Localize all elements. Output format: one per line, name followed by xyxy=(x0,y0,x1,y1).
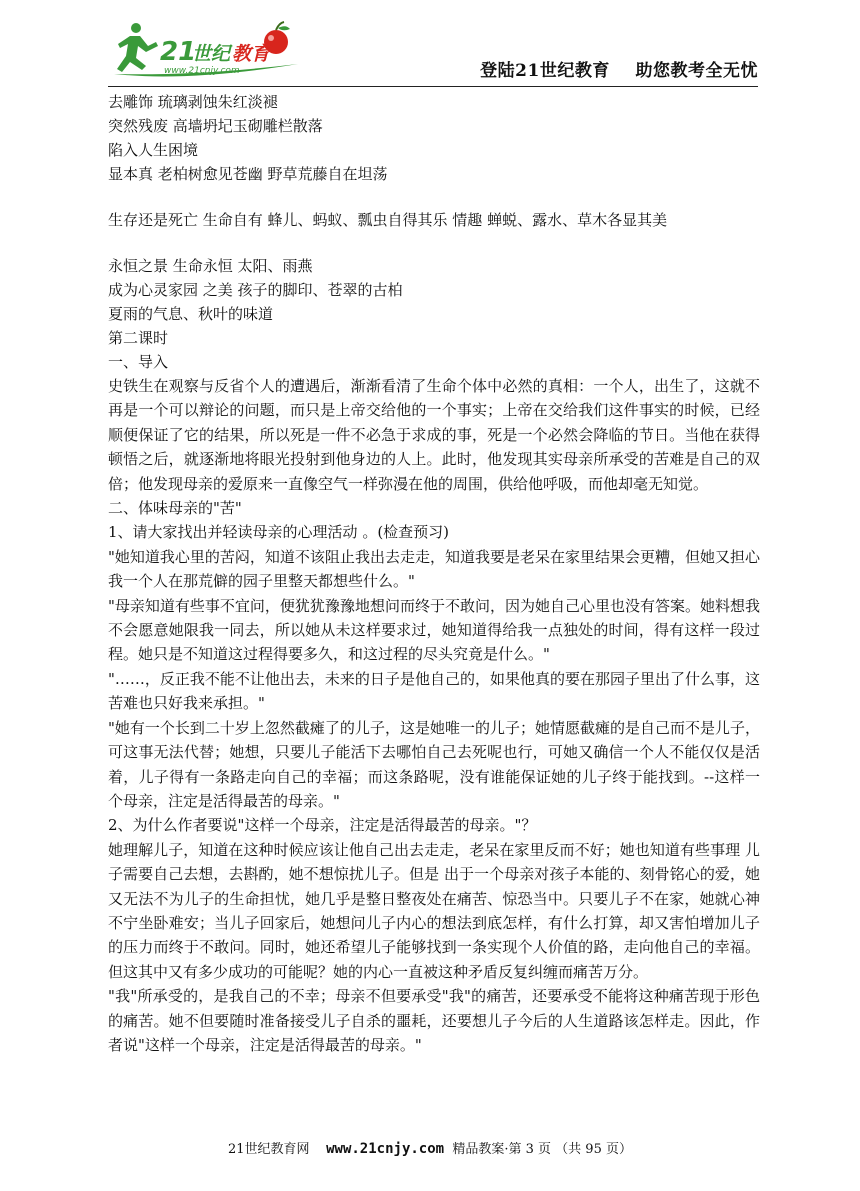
quotation: "她知道我心里的苦闷，知道不该阻止我出去走走，知道我要是老呆在家里结果会更糟，但她又担心我一个人在那荒僻的园子里整天都想些什么。" xyxy=(108,547,760,591)
footer-site: 21世纪教育网 xyxy=(228,1142,310,1157)
site-logo xyxy=(108,16,308,82)
text-line: 成为心灵家园 之美 孩子的脚印、苍翠的古柏 xyxy=(108,281,403,299)
page-footer xyxy=(0,1138,860,1157)
paragraph: 她理解儿子，知道在这种时候应该让他自己出去走走，老呆在家里反而不好；她也知道有些事理 儿子需要自己去想，去斟酌，她不想惊扰儿子。但是 出于一个母亲对孩子本能的、刻骨铭心的爱，她又无法不为儿子的生命担忧，她几乎是整日整夜处在痛苦、惊恐当中。只要儿子不在家，她就心神不宁坐卧难安；当儿子回家后，她想问儿子内心的想法到底怎样，有什么打算，却又害怕增加儿子的压力而终于不敢问。同时，她还希望儿子能够找到一条实现个人价值的路，走向他自己的幸福。但这其中又有多少成功的可能呢？她的内心一直被这种矛盾反复纠缠而痛苦万分。 xyxy=(108,840,760,981)
quotation: "她有一个长到二十岁上忽然截瘫了的儿子，这是她唯一的儿子；她情愿截瘫的是自己而不是儿子，可这事无法代替；她想，只要儿子能活下去哪怕自己去死呢也行，可她又确信一个人不能仅仅是活着，儿子得有一条路走向自己的幸福；而这条路呢，没有谁能保证她的儿子终于能找到。--这样一个母亲，注定是活得最苦的母亲。" xyxy=(108,718,760,810)
text-line: 夏雨的气息、秋叶的味道 xyxy=(108,305,274,323)
text-line: 去雕饰 琉璃剥蚀朱红淡褪 xyxy=(108,93,278,111)
section-heading: 第二课时 xyxy=(108,329,169,347)
section-heading: 二、体味母亲的"苦" xyxy=(108,499,242,518)
header-slogan: 登陆21世纪教育 助您教考全无忧 xyxy=(480,61,758,81)
footer-page-info: 精品教案·第 3 页 （共 95 页） xyxy=(452,1142,632,1157)
svg-text:www.21cnjy.com: www.21cnjy.com xyxy=(164,66,240,76)
text-line: 显本真 老柏树愈见苍幽 野草荒藤自在坦荡 xyxy=(108,165,388,183)
page-header xyxy=(108,14,758,84)
question: 2、为什么作者要说"这样一个母亲，注定是活得最苦的母亲。"？ xyxy=(108,816,537,835)
paragraph: "我"所承受的，是我自己的不幸；母亲不但要承受"我"的痛苦，还要承受不能将这种痛苦现于形色的痛苦。她不但要随时准备接受儿子自杀的噩耗，还要想儿子今后的人生道路该怎样走。因此，作者说"这样一个母亲，注定是活得最苦的母亲。" xyxy=(108,987,760,1054)
svg-text:教育: 教育 xyxy=(232,43,271,65)
footer-url[interactable]: www.21cnjy.com xyxy=(326,1141,445,1157)
text-line: 陷入人生困境 xyxy=(108,141,199,159)
quotation: "……，反正我不能不让他出去，未来的日子是他自己的，如果他真的要在那园子里出了什么事，这苦难也只好我来承担。" xyxy=(108,669,760,713)
text-line: 突然残废 高墙坍圮玉砌雕栏散落 xyxy=(108,117,323,135)
header-divider xyxy=(108,86,758,87)
document-body xyxy=(108,90,760,1057)
question: 1、请大家找出并轻读母亲的心理活动 。(检查预习) xyxy=(108,523,450,542)
paragraph: 史铁生在观察与反省个人的遭遇后，渐渐看清了生命个体中必然的真相：一个人，出生了，这就不再是一个可以辩论的问题，而只是上帝交给他的一个事实；上帝在交给我们这件事实的时候，已经顺便保证了它的结果，所以死是一件不必急于求成的事，死是一个必然会降临的节日。当他在获得顿悟之后，就逐渐地将眼光投射到他身边的人上。此时，他发现其实母亲所承受的苦难是自己的双倍；他发现母亲的爱原来一直像空气一样弥漫在他的周围，供给他呼吸，而他却毫无知觉。 xyxy=(108,377,760,493)
svg-text:21: 21 xyxy=(160,37,197,67)
text-line: 永恒之景 生命永恒 太阳、雨燕 xyxy=(108,257,313,275)
text-line: 生存还是死亡 生命自有 蜂儿、蚂蚁、瓢虫自得其乐 情趣 蝉蜕、露水、草木各显其美 xyxy=(108,211,668,229)
section-heading: 一、导入 xyxy=(108,353,169,371)
quotation: "母亲知道有些事不宜问，便犹犹豫豫地想问而终于不敢问，因为她自己心里也没有答案。她料想我不会愿意她限我一同去，所以她从未这样要求过，她知道得给我一点独处的时间，得有这样一段过程。她只是不知道这过程得要多久，和这过程的尽头究竟是什么。" xyxy=(108,596,760,664)
svg-text:世纪: 世纪 xyxy=(192,43,231,65)
blank-line xyxy=(108,186,760,208)
blank-line xyxy=(108,232,760,254)
